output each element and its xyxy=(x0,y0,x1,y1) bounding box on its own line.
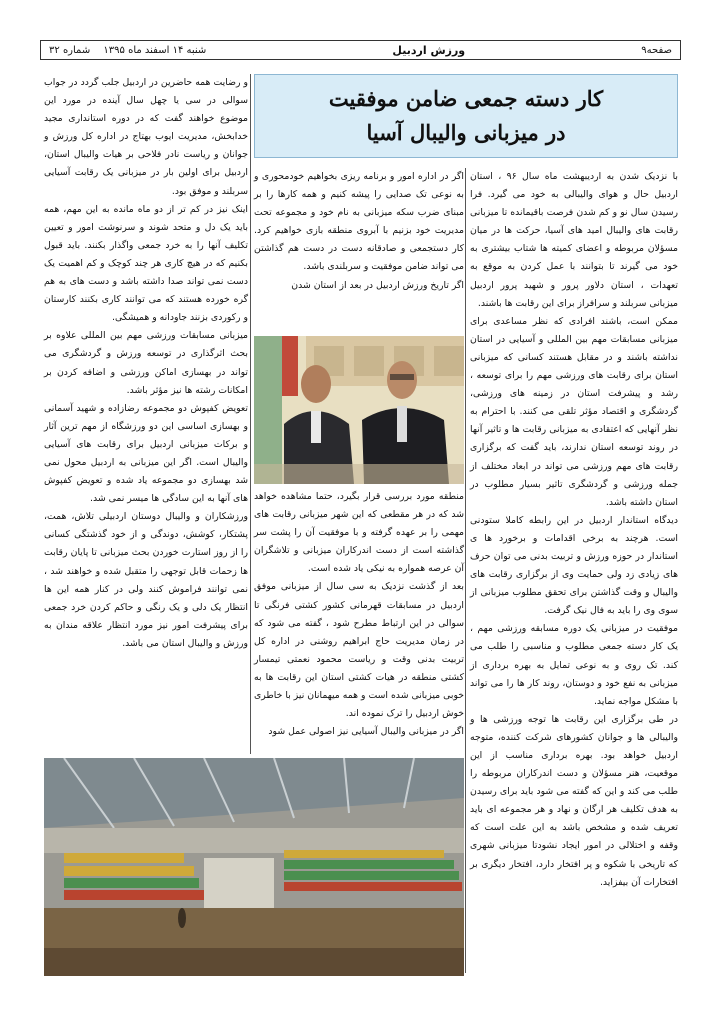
arena-photo xyxy=(44,758,464,976)
column-2-bottom xyxy=(254,488,464,753)
column-2-top xyxy=(254,168,464,333)
page-number: صفحه۹ xyxy=(641,44,672,56)
date-issue xyxy=(49,45,216,56)
paragraph: با نزدیک شدن به اردیبهشت ماه سال ۹۶ ، استان اردبیل حال و هوای والیبالی به خود می گیرد. فرا رسیدن سال نو و کم شدن فرصت باقیمانده تا میزبانی رقابت های والیبال امید های آسیا، حرکت ها در میان مسؤلان مربوطه و اعضای کمیته ها شتاب بیشتری به خود می گیرند تا بتوانند با عمل کردن به موقع به تعهدات ، استان دلاور پرور و شهید پرور اردبیل میزبانی سربلند و سرافراز برای این رقابت ها باشند. xyxy=(470,171,678,309)
title-line-2: در میزبانی والیبال آسیا xyxy=(366,120,566,145)
page-header xyxy=(40,40,681,60)
issue-number: شماره ۳۲ xyxy=(49,44,91,56)
paragraph: تعویض کفپوش دو مجموعه رضازاده و شهید آسمانی و بهسازی اساسی این دو ورزشگاه از مهم ترین آثار و برکات میزبانی اردبیل برای رقابت های آسیایی والیبال است. اگر این میزبانی به اردبیل محول نمی شد بهسازی دو مجموعه یاد شده و تعویض کفپوش های آنها به این سادگی ها میسر نمی شد. xyxy=(44,402,248,505)
paragraph: اگر در اداره امور و برنامه ریزی بخواهیم خودمحوری و به نوعی تک صدایی را پیشه کنیم و همه کارها را بر مبنای ضرب سکه میزبانی به نام خود و مجموعه تحت مدیریت خود بزنیم با آبروی منطقه بازی خواهیم کرد. کار دستجمعی و صادقانه دست در دست هم گذاشتن می تواند ضامن موفقیت و سربلندی باشد. xyxy=(254,171,464,273)
paragraph: میزبانی مسابقات ورزشی مهم بین المللی علاوه بر بحث اثرگذاری در توسعه ورزش و گردشگری می تواند در بهسازی اماکن ورزشی و اضافه کردن بر امکانات رشته ها نیز مؤثر باشد. xyxy=(44,330,248,396)
paragraph: و رضایت همه حاضرین در اردبیل جلب گردد در جواب سوالی در سی یا چهل سال آینده در مورد این موضوع خواهند گفت که در دوره استانداری مجید خدابخش، مدیریت ایوب بهتاج در اداره کل ورزش و جوانان و ریاست نادر فلاحی بر هیات والیبال استان، اردبیل برای اولین بار در میزبانی یک رقابت آسیایی سربلند و موفق بود. xyxy=(44,77,248,197)
paragraph: اینک نیز در کم تر از دو ماه مانده به این مهم، همه باید یک دل و متحد شوند و سرنوشت امور و تعیین تکلیف آنها را به خرد جمعی واگذار بکنند. باید قبول بکنیم که در هیچ کاری هر چند کوچک و کم اهمیت یک دست نمی تواند صدا داشته باشد و دست های به هم گره خورده هستند که می توانند کاری بکنند کارستان و رکوردی بزنند جاودانه و همیشگی. xyxy=(44,203,248,324)
paragraph: دیدگاه استاندار اردبیل در این رابطه کاملا ستودنی است. هرچند به برخی اقدامات و برخورد ها ی استاندار در حوزه ورزش و تربیت بدنی می توان حرف های زیادی زد ولی حمایت وی از برگزاری رقابت های والیبال و وقت گذاشتن برای تحقق مطلوب میزبانی از سوی وی را باید به فال نیک گرفت. xyxy=(470,514,678,617)
officials-photo xyxy=(254,336,464,484)
paragraph: بعد از گذشت نزدیک به سی سال از میزبانی موفق اردبیل در مسابقات قهرمانی کشور کشتی فرنگی تا سوالی در این ارتباط مطرح شود ، گفته می شود که در زمان مدیریت حاج ابراهیم روشنی در اداره کل تربیت بدنی وقت و ریاست محمود نعمتی تیمسار کشتی منطقه در هیات کشتی استان این رقابت ها به خوبی میزبانی شده است و همه میهمانان نیز با خاطری خوش اردبیل را ترک نموده اند. xyxy=(254,581,464,720)
title-line-1: کار دسته جمعی ضامن موفقیت xyxy=(328,86,604,111)
paragraph: ورزشکاران و والیبال دوستان اردبیلی تلاش، همت، پشتکار، کوشش، دوندگی و از خود گذشتگی کسانی را از روز استارت خوردن بحث میزبانی تا پایان رقابت ها زحمات قابل توجهی را متقبل شده و خواهند شد ، نمی توانند فراموش کنند ولی در کنار همه این ها انتظار یک دلی و یک رنگی و حاکم کردن خرد جمعی برای پیشرفت امور نیز مورد انتظار علاقه مندان به ورزش و والیبال استان می باشد. xyxy=(44,511,248,649)
column-3 xyxy=(44,74,248,764)
paragraph: منطقه مورد بررسی قرار بگیرد، حتما مشاهده خواهد شد که در هر مقطعی که این شهر میزبانی رقابت های مهمی را بر عهده گرفته و با موفقیت آن را پشت سر گذاشته است از دست اندرکاران میزبانی و تلاشگران آن عرصه همواره به نیکی یاد شده است. xyxy=(254,491,464,575)
paragraph: اگر در میزبانی والیبال آسیایی نیز اصولی عمل شود xyxy=(268,726,464,738)
paragraph: موفقیت در میزبانی یک دوره مسابقه ورزشی مهم ، یک کار دسته جمعی مطلوب و مناسبی را طلب می کند. تک روی و به نوعی تمایل به بهره برداری از میزبانی به نفع خود و دوستان، روند کار ها را می تواند با مشکل مواجه نماید. xyxy=(470,623,678,707)
issue-date: شنبه ۱۴ اسفند ماه ۱۳۹۵ xyxy=(103,44,207,56)
publication-name: ورزش اردبیل xyxy=(392,43,466,57)
column-divider xyxy=(250,74,251,754)
arena-photo-graphic xyxy=(44,758,464,976)
paragraph: اگر تاریخ ورزش اردبیل در بعد از استان شدن xyxy=(291,279,464,291)
paragraph: در طی برگزاری این رقابت ها توجه ورزشی ها و والیبالی ها و جوانان کشورهای شرکت کننده، متوجه اردبیل خواهد بود. بهره برداری مناسب از این موقعیت، هنر مسؤلان و دست اندرکاران مربوطه را طلب می کند و این که گفته می شود باید برای رسیدن به هدف تکلیف هر ارگان و نهاد و هر مجموعه ای باید تعریف شده و مشخص باشد به این علت است که وقفه و اختلالی در امور ایجاد نشودتا میزبانی شهری که تاریخی با شکوه و پر افتخار دارد، افتخار دیگری بر افتخارات آن بیفزاید. xyxy=(470,713,678,888)
article-title xyxy=(254,74,678,158)
paragraph: ممکن است، باشند افرادی که نظر مساعدی برای میزبانی مسابقات مهم بین المللی و آسیایی در استان نداشته باشند و در مقابل هستند کسانی که میزبانی استان برای رقابت های ورزشی مهم را برای توسعه ، رشد و پیشرفت استان در زمینه های ورزشی، گردشگری و اقتصاد مؤثر تلقی می کنند. با احترام به نظر آنهایی که اعتقادی به میزبانی رقابت ها و تاثیر آنها در روند توسعه استان ندارند، باید گفت که برگزاری رقابت های مهم ورزشی می تواند در ابعاد مختلف از جمله ورزشی و گردشگری تاثیر بسیار مطلوب در استان داشته باشد. xyxy=(470,315,678,508)
officials-photo-graphic xyxy=(254,336,464,484)
column-divider xyxy=(465,168,466,973)
column-1 xyxy=(470,168,678,988)
